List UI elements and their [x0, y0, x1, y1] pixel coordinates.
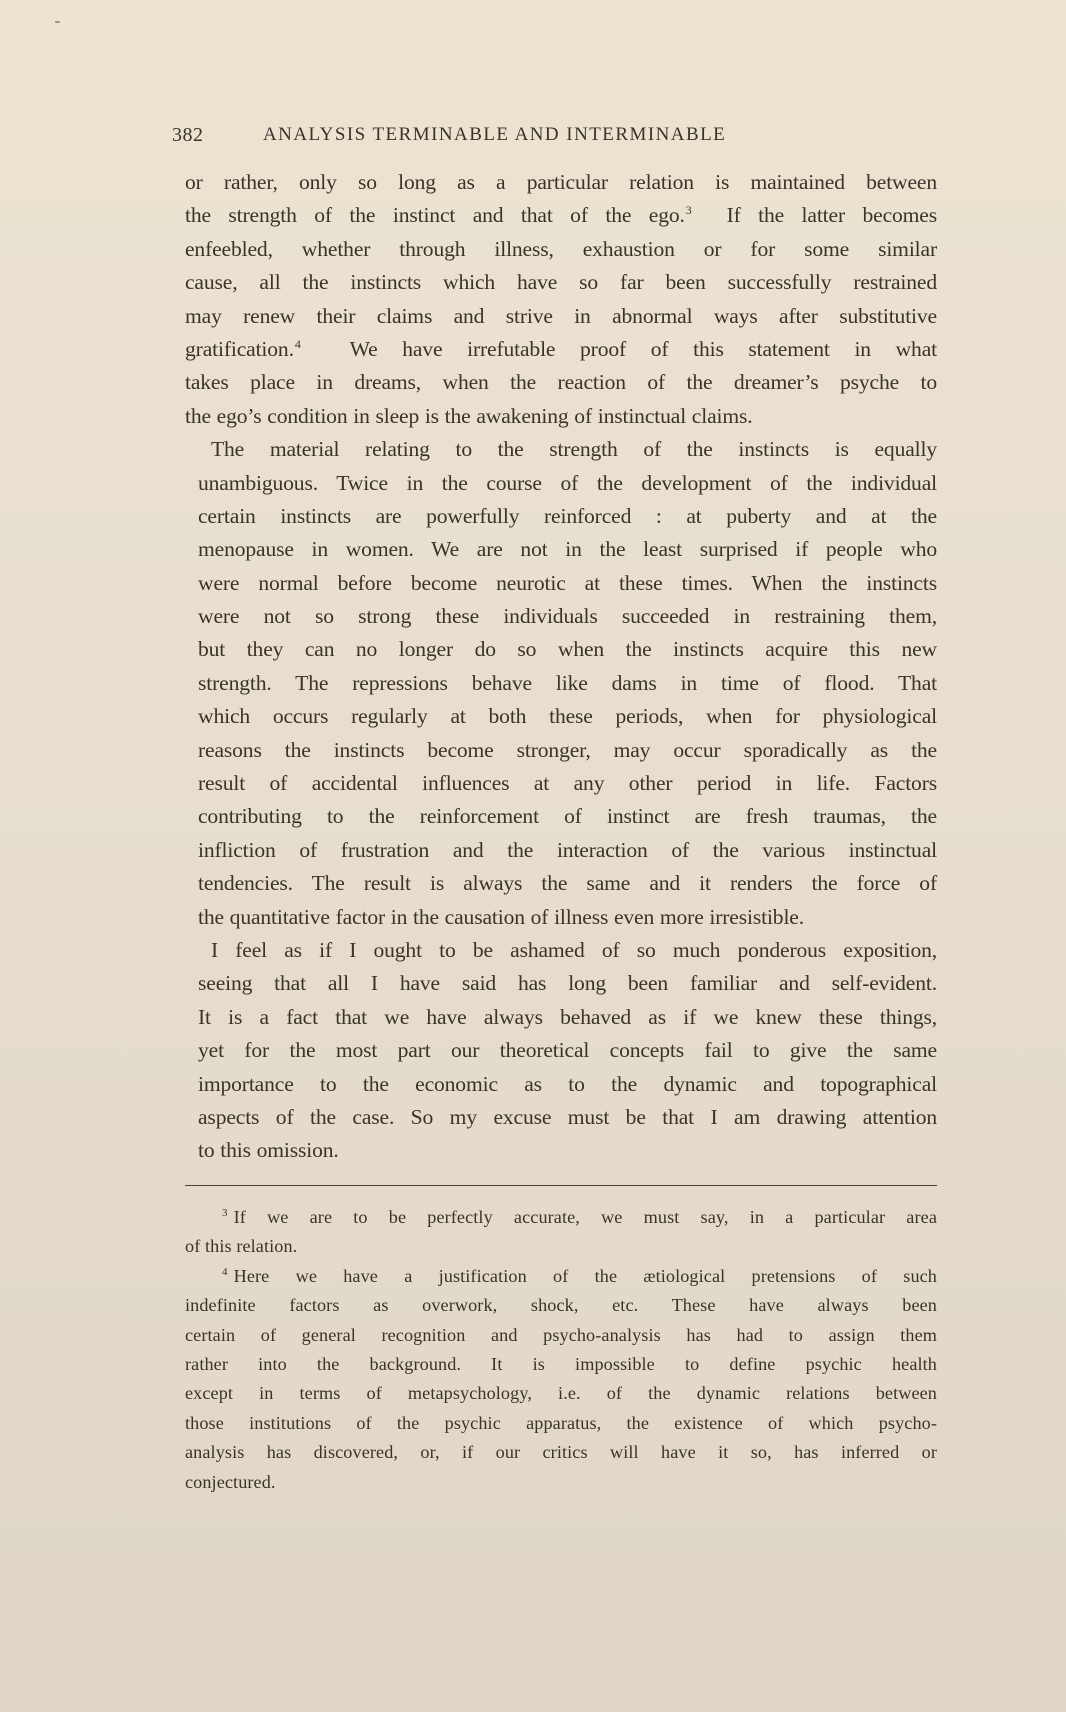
text-line: the quantitative factor in the causation of illness even more irresistible.: [198, 904, 804, 929]
paragraph-2: [185, 433, 937, 934]
text-line: to this omission.: [198, 1138, 339, 1163]
text-line: tendencies. The result is always the same and it renders the force of: [198, 871, 937, 896]
footnote-line-text: Here we have a justification of the ætiological pretensions of such: [233, 1265, 937, 1286]
footnote-line: [185, 1203, 937, 1232]
footnote-3: [185, 1203, 937, 1262]
text-line: result of accidental influences at any other period in life. Factors: [198, 771, 937, 796]
footnote-ref-4[interactable]: 4: [294, 336, 301, 351]
text-line: contributing to the reinforcement of instinct are fresh traumas, the: [198, 804, 937, 829]
text-line: reasons the instincts become stronger, may occur sporadically as the: [198, 737, 937, 762]
text-line: the ego’s condition in sleep is the awakening of instinctual claims.: [185, 403, 753, 428]
footnote-line: except in terms of metapsychology, i.e. of the dynamic relations between: [185, 1383, 937, 1404]
footnote-4: [185, 1262, 937, 1497]
text-line: The material relating to the strength of the instincts is equally: [211, 437, 937, 462]
text-line: takes place in dreams, when the reaction of the dreamer’s psyche to: [185, 370, 937, 395]
footnote-line: those institutions of the psychic apparatus, the existence of which psycho-: [185, 1412, 937, 1433]
text-line: enfeebled, whether through illness, exhaustion or for some similar: [185, 236, 937, 261]
footnote-line: indefinite factors as overwork, shock, etc. These have always been: [185, 1295, 937, 1316]
text-line: were not so strong these individuals succeeded in restraining them,: [198, 604, 937, 629]
text-line: [185, 199, 937, 232]
text-line: were normal before become neurotic at these times. When the instincts: [198, 570, 937, 595]
text-line: strength. The repressions behave like dams in time of flood. That: [198, 670, 937, 695]
text-line: infliction of frustration and the interaction of the various instinctual: [198, 837, 937, 862]
footnote-line: conjectured.: [185, 1471, 276, 1492]
footnote-line-text: If we are to be perfectly accurate, we must say, in a particular area: [233, 1207, 937, 1227]
text-line: seeing that all I have said has long been familiar and self-evident.: [198, 971, 937, 996]
paragraph-1: [185, 166, 937, 433]
paragraph-3: [185, 934, 937, 1168]
footnote-line: certain of general recognition and psycho-analysis has had to assign them: [185, 1324, 937, 1345]
text-line: may renew their claims and strive in abnormal ways after substitutive: [185, 303, 937, 328]
paper-speck: [55, 21, 60, 23]
text-line-segment: gratification.: [185, 336, 294, 361]
text-line: It is a fact that we have always behaved as if we knew these things,: [198, 1004, 937, 1029]
text-line: importance to the economic as to the dynamic and topographical: [198, 1071, 937, 1096]
text-line: or rather, only so long as a particular relation is maintained between: [185, 170, 937, 194]
running-head: [172, 121, 938, 149]
footnote-marker: 4: [222, 1265, 228, 1278]
text-line-segment: the strength of the instinct and that of the ego.: [185, 203, 685, 228]
text-line: I feel as if I ought to be ashamed of so much ponderous exposition,: [211, 937, 937, 962]
footnote-line: of this relation.: [185, 1236, 298, 1257]
body-text: [185, 166, 937, 1168]
running-title: ANALYSIS TERMINABLE AND INTERMINABLE: [263, 124, 727, 145]
footnote-line: analysis has discovered, or, if our critics will have it so, has inferred or: [185, 1442, 937, 1463]
text-line: but they can no longer do so when the instincts acquire this new: [198, 637, 937, 662]
text-line: which occurs regularly at both these periods, when for physiological: [198, 704, 937, 729]
text-line: [185, 333, 937, 366]
text-line: aspects of the case. So my excuse must be that I am drawing attention: [198, 1104, 937, 1129]
text-line: unambiguous. Twice in the course of the development of the individual: [198, 470, 937, 495]
footnote-ref-3[interactable]: 3: [685, 203, 692, 218]
text-line-segment: We have irrefutable proof of this statement in what: [300, 336, 937, 361]
footnotes: [185, 1203, 937, 1497]
text-line: certain instincts are powerfully reinforced : at puberty and at the: [198, 503, 937, 528]
text-line: menopause in women. We are not in the least surprised if people who: [198, 537, 937, 562]
footnote-line: [185, 1262, 937, 1291]
text-line: cause, all the instincts which have so far been successfully restrained: [185, 270, 937, 295]
footnote-marker: 3: [222, 1207, 228, 1219]
text-line-segment: If the latter becomes: [691, 203, 937, 228]
footnote-line: rather into the background. It is impossible to define psychic health: [185, 1353, 937, 1374]
footnote-divider: [185, 1185, 937, 1186]
text-line: yet for the most part our theoretical concepts fail to give the same: [198, 1038, 937, 1063]
page-number: 382: [172, 124, 204, 146]
